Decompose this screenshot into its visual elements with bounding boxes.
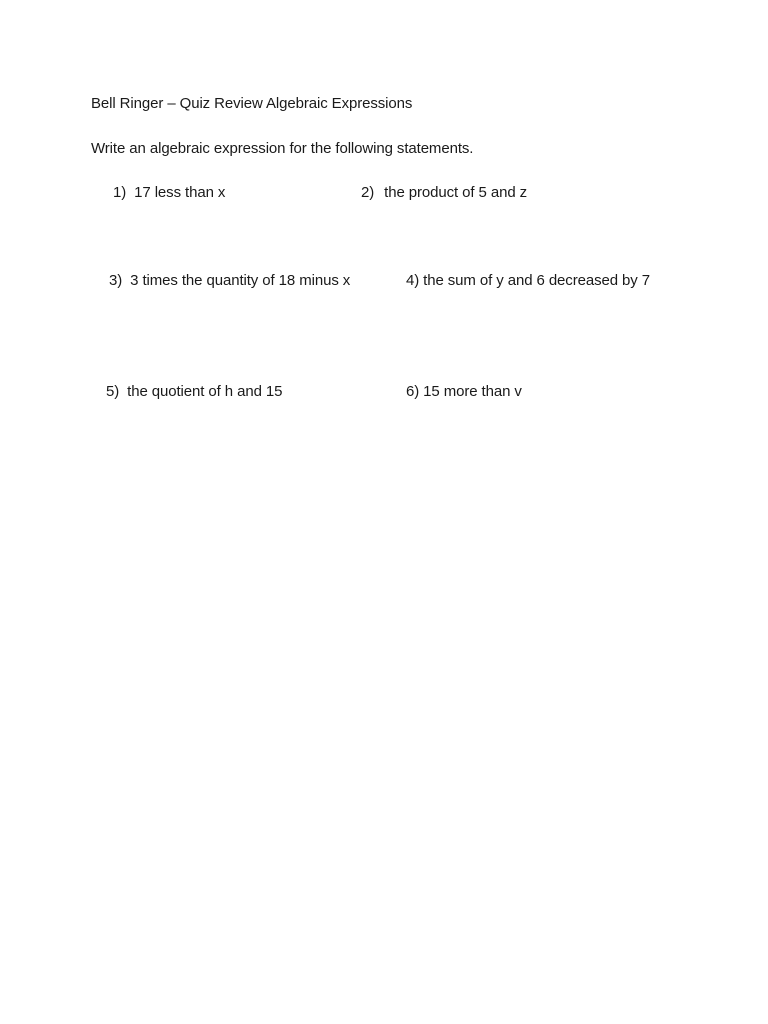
problem-2: [361, 183, 527, 203]
problem-number: 1): [113, 184, 127, 201]
problem-number: 6): [406, 383, 420, 400]
problem-text: 3 times the quantity of 18 minus x: [130, 272, 351, 289]
problem-5: [106, 382, 282, 402]
problem-6: [406, 382, 522, 402]
worksheet-instructions: Write an algebraic expression for the following statements.: [91, 140, 474, 157]
problem-number: 4): [406, 272, 420, 289]
problem-text: the quotient of h and 15: [127, 383, 283, 400]
problem-number: 5): [106, 383, 120, 400]
problem-1: [113, 183, 225, 203]
problem-4: [406, 271, 650, 291]
problem-text: 17 less than x: [134, 184, 226, 201]
problem-text: the product of 5 and z: [384, 184, 528, 201]
problem-number: 2): [361, 184, 375, 201]
problem-text: 15 more than v: [423, 383, 522, 400]
worksheet-title: Bell Ringer – Quiz Review Algebraic Expressions: [91, 95, 413, 112]
problem-3: [109, 271, 350, 291]
problem-text: the sum of y and 6 decreased by 7: [423, 272, 650, 289]
problem-number: 3): [109, 272, 123, 289]
